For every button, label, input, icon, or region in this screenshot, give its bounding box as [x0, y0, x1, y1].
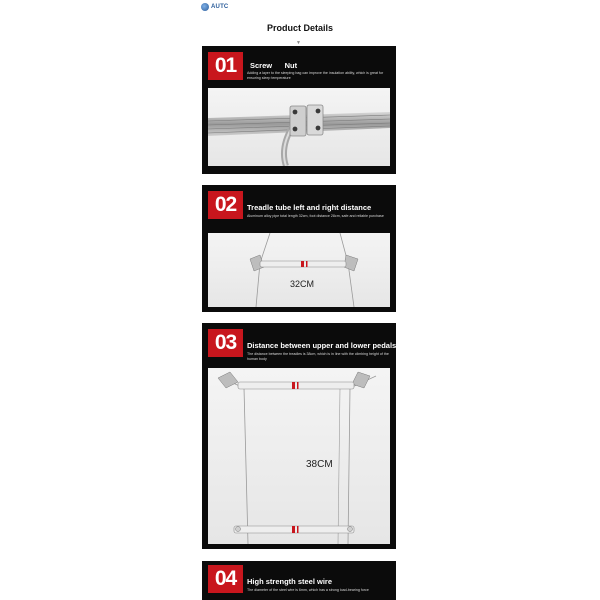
card-description: The diameter of the steel wire is 6mm, which has a strong load-bearing force	[247, 588, 369, 592]
detail-card-pedal-distance	[202, 323, 396, 549]
detail-card-screw-nut	[202, 46, 396, 174]
card-number: 03	[208, 329, 243, 357]
chevron-down-icon: ▼	[296, 40, 301, 46]
page-title: Product Details	[266, 23, 333, 33]
measurement-label: 32CM	[290, 279, 315, 289]
card-number: 01	[208, 52, 243, 80]
product-photo-treadle	[208, 233, 390, 307]
detail-card-treadle-distance	[202, 185, 396, 312]
card-description: Aluminum alloy pipe total length 32cm, foot distance 28cm, safe and reliable purchase	[247, 214, 384, 218]
logo-mark-icon	[201, 3, 209, 11]
card-title: Treadle tube left and right distance	[247, 203, 372, 212]
card-title: High strength steel wire	[247, 577, 333, 586]
card-number: 02	[208, 191, 243, 219]
product-photo-ladder	[208, 368, 390, 544]
brand-logo	[201, 2, 235, 11]
product-photo-screw-nut	[208, 88, 390, 166]
card-description: The distance between the treadles is 38cm, which is in line with the climbing height of the human body	[247, 352, 389, 362]
measurement-label: 38CM	[306, 459, 333, 470]
card-number: 04	[208, 565, 243, 593]
card-title: Screw Nut	[250, 61, 298, 70]
card-title: Distance between upper and lower pedals	[247, 341, 396, 350]
card-description: Adding a layer to the sleeping bag can improve the insulation ability, which is great for ensuring sleep temperature	[247, 71, 384, 81]
logo-text: AUTC	[211, 3, 229, 10]
detail-card-steel-wire	[202, 561, 396, 600]
